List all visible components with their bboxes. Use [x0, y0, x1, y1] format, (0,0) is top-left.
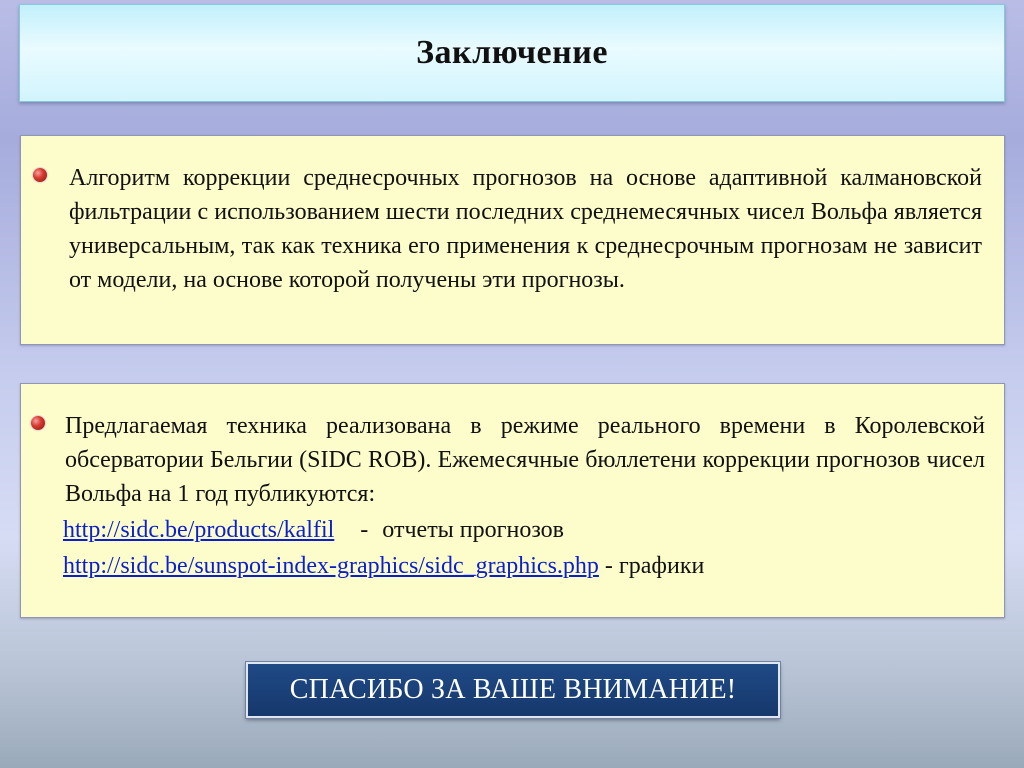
- link-row-graphics: [63, 548, 704, 584]
- kalfil-link[interactable]: http://sidc.be/products/kalfil: [63, 517, 335, 543]
- conclusion-panel-1: [20, 135, 1005, 345]
- red-bullet-icon: [31, 416, 45, 430]
- link-separator: -: [360, 517, 369, 543]
- conclusion-text-2: Предлагаемая техника реализована в режиме реального времени в Королевской обсерватории Бельгии (SIDC ROB). Ежемесячные бюллетени коррекции прогнозов чисел Вольфа на 1 год публикуются:: [65, 413, 985, 507]
- title-banner: [19, 4, 1005, 102]
- links-list: [63, 512, 704, 584]
- red-bullet-icon: [33, 168, 47, 182]
- thanks-banner: СПАСИБО ЗА ВАШЕ ВНИМАНИЕ!: [246, 662, 780, 718]
- graphics-link[interactable]: http://sidc.be/sunspot-index-graphics/sidc_graphics.php: [63, 553, 599, 579]
- conclusion-text-1: Алгоритм коррекции среднесрочных прогнозов на основе адаптивной калмановской фильтрации с использованием шести последних среднемесячных чисел Вольфа является универсальным, так как техника его применения к среднесрочным прогнозам не зависит от модели, на основе которой получены эти прогнозы.: [69, 165, 982, 293]
- link-row-kalfil: [63, 512, 704, 548]
- link-separator: -: [604, 553, 613, 579]
- link-description: отчеты прогнозов: [382, 517, 565, 543]
- conclusion-panel-2: [20, 383, 1005, 618]
- bullet-item-1: [33, 161, 983, 297]
- bullet-item-2: [31, 409, 986, 511]
- link-description: графики: [618, 553, 705, 579]
- slide-title: Заключение: [416, 34, 608, 71]
